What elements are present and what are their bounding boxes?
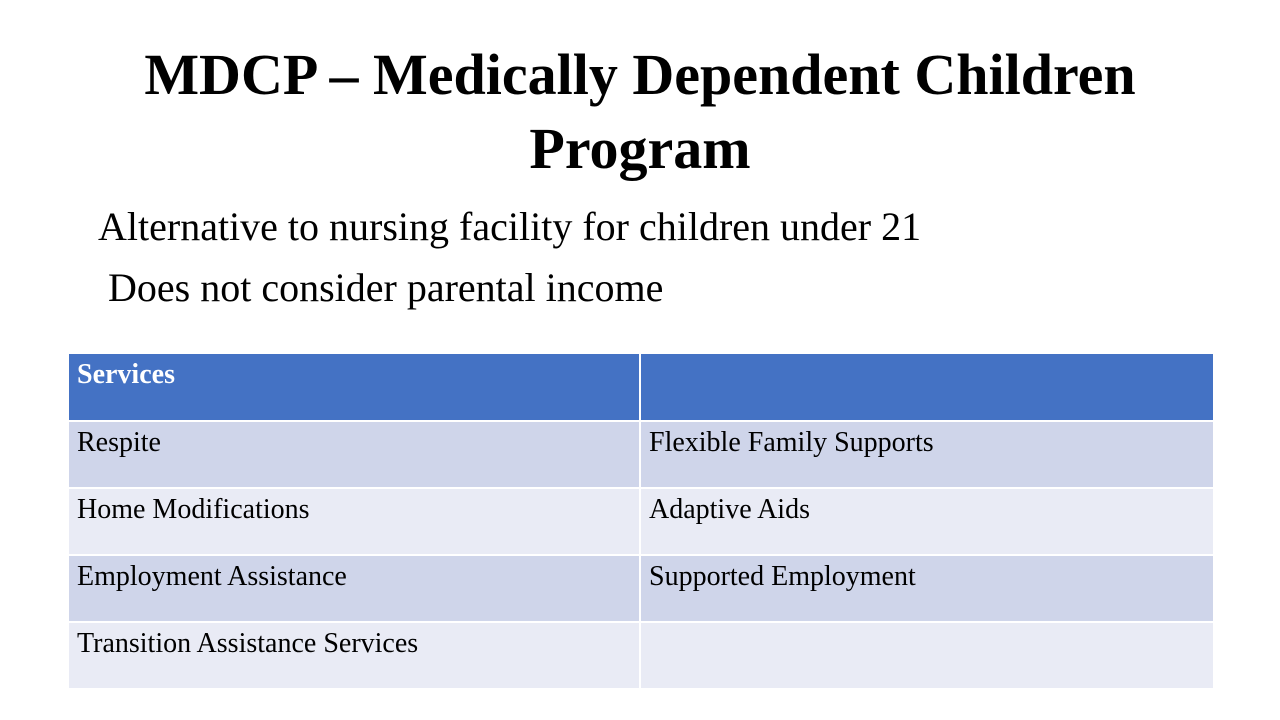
table-cell: Adaptive Aids [640,488,1214,555]
table-row [68,421,1214,488]
table-row [68,488,1214,555]
table-row [68,622,1214,689]
table-cell: Respite [68,421,640,488]
slide-title: MDCP – Medically Dependent Children Program [144,42,1136,181]
table-row [68,555,1214,622]
table-cell: Transition Assistance Services [68,622,640,689]
bullet-point: Alternative to nursing facility for children under 21 [98,204,922,249]
table-header-cell [640,353,1214,421]
bullet-point: Does not consider parental income [108,265,664,310]
table-cell: Supported Employment [640,555,1214,622]
table-cell: Home Modifications [68,488,640,555]
table-header-row [68,353,1214,421]
table-header-cell: Services [68,353,640,421]
table-cell [640,622,1214,689]
table-cell: Employment Assistance [68,555,640,622]
table-cell: Flexible Family Supports [640,421,1214,488]
services-table [67,352,1215,690]
